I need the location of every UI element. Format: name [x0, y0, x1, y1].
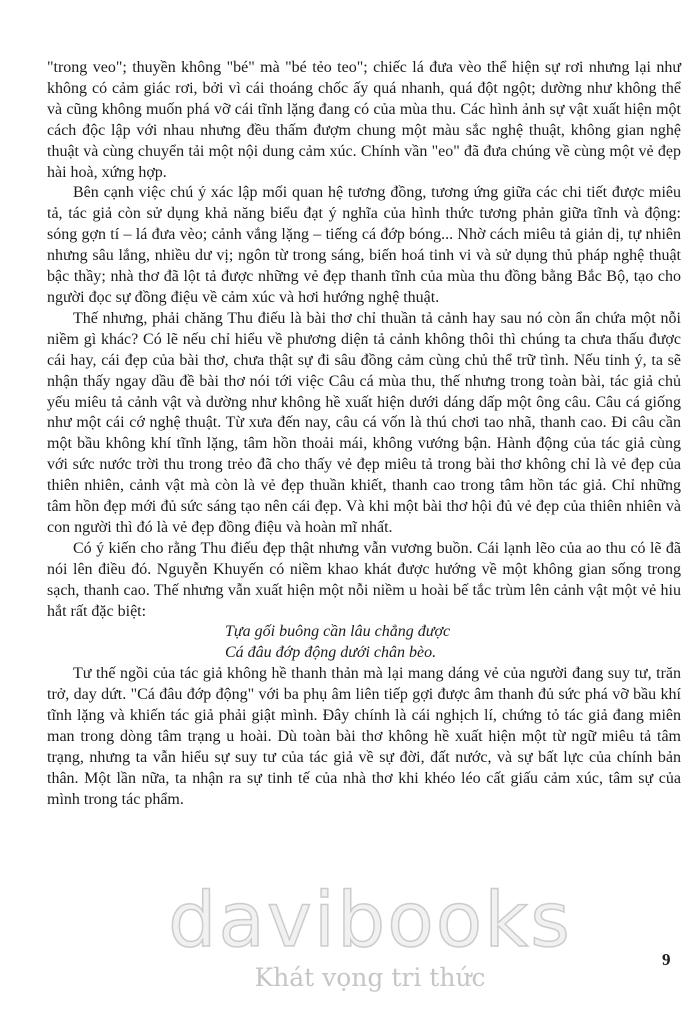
- publisher-watermark: [160, 875, 580, 994]
- paragraph-1: "trong veo"; thuyền không "bé" mà "bé tẻo teo"; chiếc lá đưa vèo thể hiện sự rơi nhưng lại như không có cảm giác rơi, bởi vì cái thoáng chốc ấy quá nhanh, quá đột ngột; dường như không thể và cũng không muốn phá vỡ cái tĩnh lặng đang có của mùa thu. Các hình ảnh sự vật xuất hiện một cách độc lập với nhau nhưng đều thấm đượm chung một màu sắc nghệ thuật, không gian nghệ thuật và cùng chuyển tải một nội dung cảm xúc. Chính vần "eo" đã đưa chúng về cùng một vẻ đẹp hài hoà, xứng hợp.: [47, 59, 681, 181]
- page-number: 9: [662, 950, 671, 969]
- watermark-slogan: Khát vọng tri thức: [254, 963, 486, 992]
- paragraph-4: Có ý kiến cho rằng Thu điếu đẹp thật nhưng vẫn vương buồn. Cái lạnh lẽo của ao thu có lẽ đã nói lên điều đó. Nguyễn Khuyến có niềm khao khát được hướng về một không gian sống trong sạch, thanh cao. Thế nhưng vẫn xuất hiện một nỗi niềm u hoài bế tắc trùm lên cảnh vật một vẻ hiu hắt rất đặc biệt:: [47, 539, 681, 620]
- poem-excerpt: [47, 622, 681, 664]
- paragraph-3: Thế nhưng, phải chăng Thu điếu là bài thơ chỉ thuần tả cảnh hay sau nó còn ẩn chứa một nỗi niềm gì khác? Có lẽ nếu chỉ hiểu về phương diện tả cảnh không thôi thì chúng ta chưa thấu được cái hay, cái đẹp của bài thơ, chưa thật sự đi sâu đồng cảm cùng chủ thể trữ tình. Nếu tinh ý, ta sẽ nhận thấy ngay dầu đề bài thơ nói tới việc Câu cá mùa thu, thế nhưng trong toàn bài, tác giả chủ yếu miêu tả cảnh vật và dường như không hề xuất hiện dưới dáng dấp một ông câu. Câu cá giống như một cái cớ nghệ thuật. Từ xưa đến nay, câu cá vốn là thú chơi tao nhã, thanh cao. Đi câu cần một bầu không khí tĩnh lặng, tâm hồn thoải mái, không vướng bận. Hành động của tác giả cùng với sức nước trời thu trong trẻo đã cho thấy vẻ đẹp miêu tả trong bài thơ không chỉ là vẻ đẹp của thiên nhiên, cảnh vật mà còn là vẻ đẹp thuần khiết, thanh cao trong tâm hồn tác giả. Chỉ những tâm hồn đẹp mới đủ sức sáng tạo nên cái đẹp. Và khi một bài thơ hội đủ vẻ đẹp của thiên nhiên và con người thì đó là vẻ đẹp đồng điệu và hoàn mĩ nhất.: [47, 309, 681, 536]
- watermark-logo: davibooks: [168, 875, 572, 964]
- paragraph-2: Bên cạnh việc chú ý xác lập mối quan hệ tương đồng, tương ứng giữa các chi tiết được miêu tả, tác giả còn sử dụng khả năng biểu đạt ý nghĩa của hình thức tương phản giữa tĩnh và động: sóng gợn tí – lá đưa vèo; cảnh vắng lặng – tiếng cá đớp bóng... Nhờ cách miêu tả giản dị, tự nhiên nhưng sâu lắng, nhiều dư vị; ngôn từ trong sáng, biến hoá tinh vi và sử dụng thủ pháp nghệ thuật bậc thầy; nhà thơ đã lột tả được những vẻ đẹp thanh tĩnh của mùa thu đồng bằng Bắc Bộ, tạo cho người đọc sự đồng điệu về cảm xúc và hơi hướng nghệ thuật.: [47, 184, 681, 306]
- body-text: [47, 58, 681, 811]
- verse-line-1: Tựa gối buông cần lâu chẳng được: [225, 623, 451, 641]
- verse-line-2: Cá đâu đớp động dưới chân bèo.: [225, 644, 437, 662]
- paragraph-5: Tư thế ngồi của tác giả không hề thanh thản mà lại mang dáng vẻ của người đang suy tư, trăn trở, day dứt. "Cá đâu đớp động" với ba phụ âm liên tiếp gợi được âm thanh đủ sức phá vỡ bầu khí tĩnh lặng và khiến tác giả phải giật mình. Đây chính là cái nghịch lí, chứng tỏ tác giả đang miên man trong dòng tâm trạng u hoài. Dù toàn bài thơ không hề xuất hiện một từ ngữ miêu tả tâm trạng, nhưng ta vẫn hiểu sự suy tư của tác giả về sự đời, đất nước, và sự bất lực của chính bản thân. Một lần nữa, ta nhận ra sự tinh tế của nhà thơ khi khéo léo cất giấu cảm xúc, tâm sự của mình trong tác phẩm.: [47, 665, 681, 808]
